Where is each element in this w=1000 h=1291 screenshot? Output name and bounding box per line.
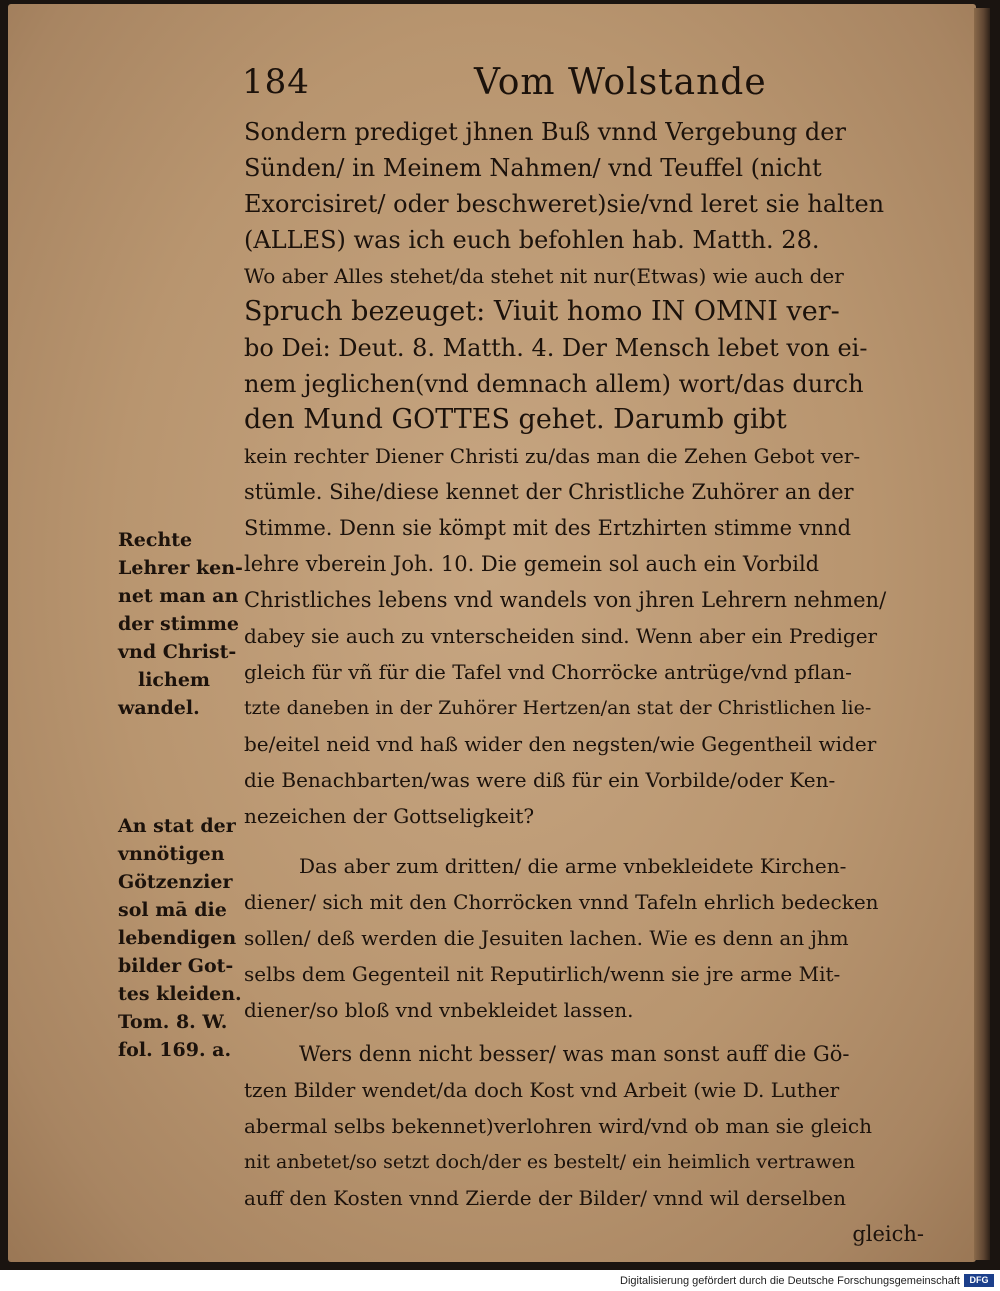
marginal-line: Tom. 8. W.: [118, 1011, 228, 1033]
catchword: gleich-: [852, 1222, 924, 1246]
text-line: nit anbetet/so setzt doch/der es bestelt/ ein heimlich vertrawen: [244, 1151, 856, 1173]
text-line: abermal selbs bekennet)verlohren wird/vnd ob man sie gleich: [244, 1114, 873, 1138]
text-line: Sünden/ in Meinem Nahmen/ vnd Teuffel (nicht: [244, 154, 822, 182]
marginal-line: vnd Christ-: [118, 641, 237, 663]
marginal-note-images: [118, 812, 243, 1064]
text-line: Christliches lebens vnd wandels von jhren Lehrern nehmen/: [244, 588, 887, 612]
marginal-line: der stimme: [118, 613, 239, 635]
marginal-line: vnnötigen: [118, 843, 225, 865]
text-line: tzen Bilder wendet/da doch Kost vnd Arbeit (wie D. Luther: [244, 1078, 840, 1102]
text-line: Wers denn nicht besser/ was man sonst auff die Gö-: [299, 1042, 850, 1066]
text-line: bo Dei: Deut. 8. Matth. 4. Der Mensch lebet von ei-: [244, 334, 868, 362]
marginal-line: bilder Got-: [118, 955, 234, 977]
marginal-line: net man an: [118, 585, 239, 607]
text-line: (ALLES) was ich euch befohlen hab. Matth. 28.: [244, 226, 820, 254]
text-line: Exorcisiret/ oder beschweret)sie/vnd leret sie halten: [244, 190, 885, 218]
text-line: diener/ sich mit den Chorröcken vnnd Tafeln ehrlich bedecken: [244, 890, 879, 914]
marginal-note-teachers: [118, 526, 243, 722]
running-head: Vom Wolstande: [474, 62, 767, 103]
marginal-line: Götzenzier: [118, 871, 233, 893]
text-line: be/eitel neid vnd haß wider den negsten/wie Gegentheil wider: [244, 732, 877, 756]
page-edge: [974, 8, 990, 1260]
marginal-line: lebendigen: [118, 927, 237, 949]
marginal-line: wandel.: [118, 697, 200, 719]
marginal-line: lichem: [138, 669, 211, 691]
marginal-line: sol mā die: [118, 899, 227, 921]
text-line: Das aber zum dritten/ die arme vnbekleidete Kirchen-: [299, 854, 847, 878]
text-line: Wo aber Alles stehet/da stehet nit nur(Etwas) wie auch der: [244, 264, 844, 288]
text-line: den Mund GOTTES gehet. Darumb gibt: [244, 404, 787, 435]
text-line: nem jeglichen(vnd demnach allem) wort/das durch: [244, 370, 864, 398]
marginal-line: Lehrer ken-: [118, 557, 243, 579]
main-text-block: [244, 114, 944, 1252]
text-line: diener/so bloß vnd vnbekleidet lassen.: [244, 998, 634, 1022]
text-line: Stimme. Denn sie kömpt mit des Ertzhirten stimme vnnd: [244, 516, 852, 540]
marginal-line: Rechte: [118, 529, 193, 551]
text-line: selbs dem Gegenteil nit Reputirlich/wenn sie jre arme Mit-: [244, 962, 841, 986]
text-line: lehre vberein Joh. 10. Die gemein sol auch ein Vorbild: [244, 552, 820, 576]
text-line: Sondern prediget jhnen Buß vnnd Vergebung der: [244, 118, 846, 146]
text-line: sollen/ deß werden die Jesuiten lachen. Wie es denn an jhm: [244, 926, 849, 950]
text-line: Spruch bezeuget: Viuit homo IN OMNI ver-: [244, 296, 840, 327]
text-line: auff den Kosten vnnd Zierde der Bilder/ vnnd wil derselben: [244, 1186, 847, 1210]
text-line: gleich für vñ für die Tafel vnd Chorröcke antrüge/vnd pflan-: [244, 660, 852, 684]
text-line: kein rechter Diener Christi zu/das man die Zehen Gebot ver-: [244, 444, 861, 468]
page-number: 184: [242, 62, 310, 102]
marginal-line: fol. 169. a.: [118, 1039, 232, 1061]
text-line: tzte daneben in der Zuhörer Hertzen/an stat der Christlichen lie-: [244, 697, 872, 719]
text-line: dabey sie auch zu vnterscheiden sind. Wenn aber ein Prediger: [244, 624, 878, 648]
marginal-line: tes kleiden.: [118, 983, 242, 1005]
text-line: stümle. Sihe/diese kennet der Christliche Zuhörer an der: [244, 480, 854, 504]
text-line: die Benachbarten/was were diß für ein Vorbilde/oder Ken-: [244, 768, 836, 792]
text-line: nezeichen der Gottseligkeit?: [244, 804, 535, 828]
digitization-credit: Digitalisierung gefördert durch die Deutsche Forschungsgemeinschaft: [620, 1275, 960, 1287]
page-header: [242, 62, 942, 110]
dfg-logo: DFG: [964, 1274, 994, 1287]
marginal-line: An stat der: [118, 815, 236, 837]
